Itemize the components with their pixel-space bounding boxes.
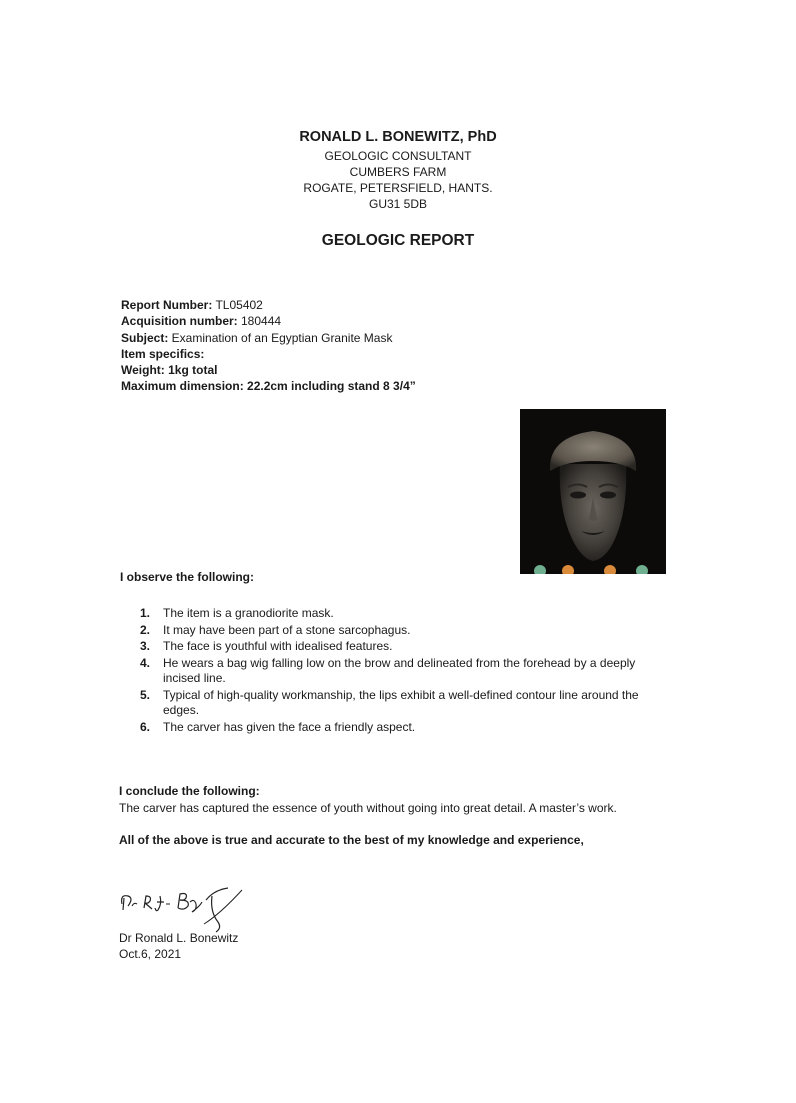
list-item [140, 720, 660, 736]
report-number-row [121, 297, 416, 313]
weight-value: Weight: 1kg total [121, 363, 218, 378]
letterhead-line-postcode: GU31 5DB [368, 197, 428, 211]
list-item-text: The face is youthful with idealised features. [163, 639, 393, 653]
list-item-text: Typical of high-quality workmanship, the lips exhibit a well-defined contour line around the edges. [163, 687, 639, 717]
consultant-name: RONALD L. BONEWITZ, PhD [299, 129, 497, 145]
list-item-number: 6. [140, 719, 151, 734]
list-item-number: 2. [140, 622, 151, 637]
list-item-number: 3. [140, 639, 151, 653]
list-item-number: 4. [140, 655, 151, 670]
weight-row [121, 362, 416, 378]
observations-heading: I observe the following: [120, 570, 255, 584]
subject-label: Subject: [121, 330, 169, 345]
acquisition-label: Acquisition number: [121, 314, 238, 329]
list-item [140, 656, 660, 687]
subject-value: Examination of an Egyptian Granite Mask [168, 330, 393, 345]
report-number-label: Report Number: [121, 298, 213, 312]
report-title: GEOLOGIC REPORT [321, 232, 475, 249]
item-specifics-label: Item specifics: [121, 346, 205, 361]
subject-row [121, 330, 416, 346]
list-item [140, 606, 660, 622]
letterhead-line-town: ROGATE, PETERSFIELD, HANTS. [303, 181, 493, 195]
acquisition-value: 180444 [237, 314, 282, 329]
signature-date: Oct.6, 2021 [119, 947, 182, 961]
signer-block [119, 930, 238, 962]
observations-list [140, 606, 660, 736]
list-item-text: It may have been part of a stone sarcophagus. [163, 622, 411, 637]
list-item [140, 639, 660, 655]
letterhead-line-title: GEOLOGIC CONSULTANT [324, 149, 472, 163]
max-dimension-row [121, 378, 416, 394]
conclusion-text: The carver has captured the essence of youth without going into great detail. A master’s work. [119, 801, 617, 815]
handwritten-signature [118, 884, 248, 934]
list-item-text: The carver has given the face a friendly aspect. [163, 719, 416, 734]
acquisition-row [121, 313, 416, 329]
list-item [140, 623, 660, 639]
list-item [140, 688, 660, 719]
report-fields [121, 297, 416, 395]
report-number-value: TL05402 [212, 298, 263, 312]
list-item-number: 5. [140, 687, 151, 702]
list-item-text: The item is a granodiorite mask. [163, 606, 334, 620]
item-specifics-row [121, 346, 416, 362]
letterhead [0, 128, 796, 212]
letterhead-line-farm: CUMBERS FARM [349, 165, 447, 179]
mask-photo [520, 409, 666, 574]
list-item-text: He wears a bag wig falling low on the brow and delineated from the forehead by a deeply incised line. [163, 655, 636, 685]
list-item-number: 1. [140, 606, 151, 620]
attestation-statement: All of the above is true and accurate to the best of my knowledge and experience, [119, 833, 584, 847]
signer-name: Dr Ronald L. Bonewitz [119, 931, 239, 945]
conclusion-heading: I conclude the following: [119, 784, 260, 798]
max-dimension-value: Maximum dimension: 22.2cm including stand 8 3/4” [121, 379, 416, 394]
